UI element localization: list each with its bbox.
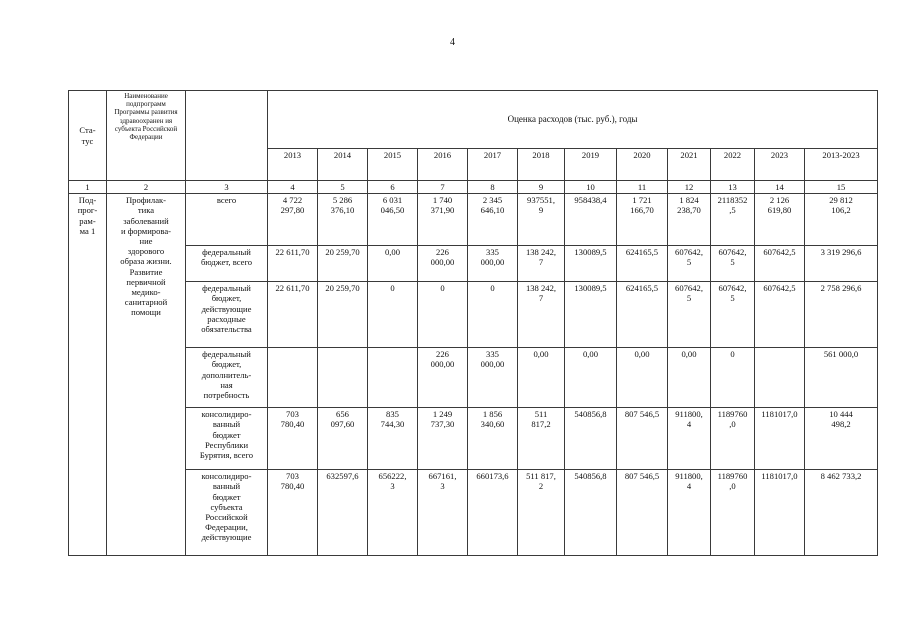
column-index: 5 [318, 181, 368, 194]
value-cell [318, 348, 368, 408]
value-cell: 667161, 3 [418, 470, 468, 556]
table-row [69, 470, 878, 556]
value-cell: 2 758 296,6 [805, 282, 878, 348]
value-cell: 0 [368, 282, 418, 348]
value-cell: 703 780,40 [268, 470, 318, 556]
value-cell: 226 000,00 [418, 246, 468, 282]
value-cell: 807 546,5 [617, 470, 668, 556]
value-cell: 0,00 [617, 348, 668, 408]
column-index: 12 [668, 181, 711, 194]
table-row [69, 348, 878, 408]
value-cell: 8 462 733,2 [805, 470, 878, 556]
value-cell: 0 [711, 348, 755, 408]
value-cell: 607642,5 [755, 282, 805, 348]
table-row [69, 408, 878, 470]
value-cell: 0,00 [518, 348, 565, 408]
value-cell: 607642, 5 [711, 282, 755, 348]
value-cell: 607642, 5 [711, 246, 755, 282]
value-cell: 911800, 4 [668, 408, 711, 470]
value-cell: 1181017,0 [755, 408, 805, 470]
header-year: 2013-2023 [805, 149, 878, 181]
row-label: консолидиро- ванный бюджет Республики Бурятия, всего [186, 408, 268, 470]
value-cell: 1 740 371,90 [418, 194, 468, 246]
row-label: федеральный бюджет, дополнитель- ная потребность [186, 348, 268, 408]
value-cell: 540856,8 [565, 470, 617, 556]
value-cell: 1 721 166,70 [617, 194, 668, 246]
value-cell: 3 319 296,6 [805, 246, 878, 282]
header-year: 2015 [368, 149, 418, 181]
value-cell: 1189760 ,0 [711, 470, 755, 556]
row-label: федеральный бюджет, действующие расходные обязательства [186, 282, 268, 348]
value-cell: 660173,6 [468, 470, 518, 556]
column-index: 8 [468, 181, 518, 194]
column-index: 13 [711, 181, 755, 194]
column-index: 3 [186, 181, 268, 194]
value-cell: 226 000,00 [418, 348, 468, 408]
value-cell: 1189760 ,0 [711, 408, 755, 470]
value-cell: 807 546,5 [617, 408, 668, 470]
column-index: 7 [418, 181, 468, 194]
column-index: 2 [107, 181, 186, 194]
value-cell [368, 348, 418, 408]
value-cell: 1181017,0 [755, 470, 805, 556]
header-year: 2023 [755, 149, 805, 181]
header-blank [186, 91, 268, 181]
row-label: всего [186, 194, 268, 246]
header-year: 2019 [565, 149, 617, 181]
table-row [69, 246, 878, 282]
header-year: 2021 [668, 149, 711, 181]
header-year: 2014 [318, 149, 368, 181]
value-cell: 335 000,00 [468, 246, 518, 282]
value-cell: 0,00 [565, 348, 617, 408]
header-status [69, 91, 107, 181]
header-status-text: Ста- тус [79, 125, 96, 146]
value-cell: 29 812 106,2 [805, 194, 878, 246]
header-year: 2017 [468, 149, 518, 181]
value-cell: 22 611,70 [268, 282, 318, 348]
column-index: 10 [565, 181, 617, 194]
value-cell: 511 817, 2 [518, 470, 565, 556]
value-cell [755, 348, 805, 408]
value-cell: 911800, 4 [668, 470, 711, 556]
value-cell: 835 744,30 [368, 408, 418, 470]
value-cell: 2 345 646,10 [468, 194, 518, 246]
value-cell: 130089,5 [565, 282, 617, 348]
value-cell: 656 097,60 [318, 408, 368, 470]
header-subprogram-name: Наименование подпрограмм Программы развития здравоохранен ия субъекта Российской Федерации [107, 91, 186, 181]
value-cell: 656222, 3 [368, 470, 418, 556]
column-index: 9 [518, 181, 565, 194]
value-cell: 703 780,40 [268, 408, 318, 470]
value-cell: 1 824 238,70 [668, 194, 711, 246]
value-cell: 2 126 619,80 [755, 194, 805, 246]
header-year: 2020 [617, 149, 668, 181]
value-cell: 5 286 376,10 [318, 194, 368, 246]
value-cell: 6 031 046,50 [368, 194, 418, 246]
value-cell: 624165,5 [617, 282, 668, 348]
value-cell: 958438,4 [565, 194, 617, 246]
subprogram-cell: Профилак- тика заболеваний и формирова- ние здорового образа жизни. Развитие первичной медико- санитарной помощи [107, 194, 186, 556]
column-index: 4 [268, 181, 318, 194]
value-cell: 130089,5 [565, 246, 617, 282]
header-year: 2022 [711, 149, 755, 181]
value-cell: 0,00 [368, 246, 418, 282]
value-cell: 511 817,2 [518, 408, 565, 470]
value-cell: 624165,5 [617, 246, 668, 282]
value-cell: 4 722 297,80 [268, 194, 318, 246]
column-index: 15 [805, 181, 878, 194]
budget-table [68, 90, 878, 556]
value-cell [268, 348, 318, 408]
column-index: 6 [368, 181, 418, 194]
value-cell: 138 242, 7 [518, 282, 565, 348]
value-cell: 0,00 [668, 348, 711, 408]
value-cell: 335 000,00 [468, 348, 518, 408]
header-year: 2013 [268, 149, 318, 181]
value-cell: 540856,8 [565, 408, 617, 470]
status-cell: Под- прог- рам- ма 1 [69, 194, 107, 556]
value-cell: 1 856 340,60 [468, 408, 518, 470]
column-index: 11 [617, 181, 668, 194]
row-label: федеральный бюджет, всего [186, 246, 268, 282]
value-cell: 561 000,0 [805, 348, 878, 408]
value-cell: 22 611,70 [268, 246, 318, 282]
value-cell: 138 242, 7 [518, 246, 565, 282]
page-number: 4 [450, 37, 455, 48]
column-index: 14 [755, 181, 805, 194]
value-cell: 937551, 9 [518, 194, 565, 246]
value-cell: 607642, 5 [668, 282, 711, 348]
value-cell: 1 249 737,30 [418, 408, 468, 470]
value-cell: 20 259,70 [318, 282, 368, 348]
header-estimate: Оценка расходов (тыс. руб.), годы [268, 91, 878, 149]
header-year: 2016 [418, 149, 468, 181]
column-index: 1 [69, 181, 107, 194]
value-cell: 20 259,70 [318, 246, 368, 282]
value-cell: 2118352 ,5 [711, 194, 755, 246]
value-cell: 10 444 498,2 [805, 408, 878, 470]
value-cell: 607642, 5 [668, 246, 711, 282]
table-row [69, 194, 878, 246]
value-cell: 607642,5 [755, 246, 805, 282]
row-label: консолидиро- ванный бюджет субъекта Российской Федерации, действующие [186, 470, 268, 556]
value-cell: 0 [468, 282, 518, 348]
table-row [69, 282, 878, 348]
header-year: 2018 [518, 149, 565, 181]
value-cell: 0 [418, 282, 468, 348]
value-cell: 632597,6 [318, 470, 368, 556]
